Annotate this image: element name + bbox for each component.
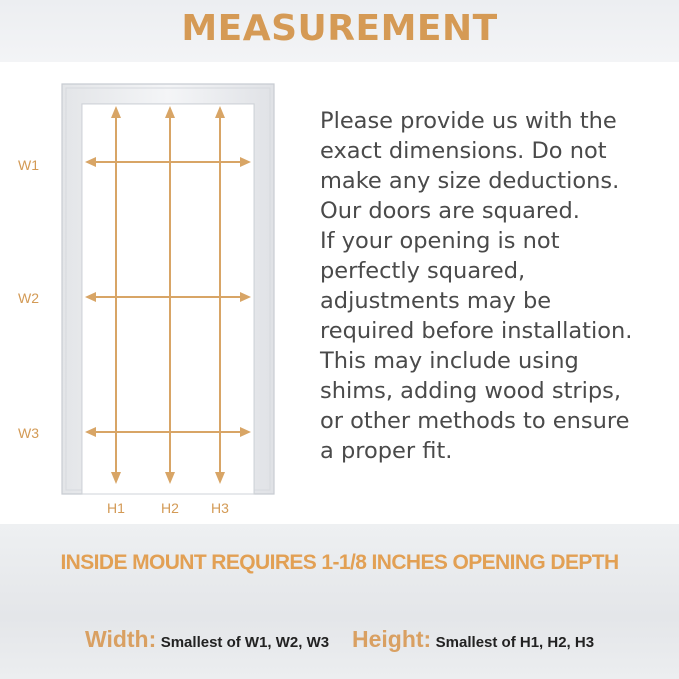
instruction-line: This may include using — [320, 348, 579, 374]
height-rule-key: Height: — [352, 626, 432, 652]
measurement-rules — [0, 622, 679, 660]
width-label-w3: W3 — [18, 425, 39, 441]
height-label-h2: H2 — [161, 500, 179, 516]
instruction-line: required before installation. — [320, 318, 633, 344]
measurement-instructions — [320, 106, 660, 466]
height-label-h3: H3 — [211, 500, 229, 516]
instruction-line: exact dimensions. Do not — [320, 138, 607, 164]
instruction-line: shims, adding wood strips, — [320, 378, 622, 404]
door-measurement-diagram — [0, 62, 300, 524]
page-title: MEASUREMENT — [181, 8, 498, 49]
height-rule-value: Smallest of H1, H2, H3 — [435, 634, 595, 651]
opening-depth-note: INSIDE MOUNT REQUIRES 1-1/8 INCHES OPENING DEPTH — [60, 551, 619, 574]
instruction-line: perfectly squared, — [320, 258, 526, 284]
height-label-h1: H1 — [107, 500, 125, 516]
instruction-line: make any size deductions. — [320, 168, 620, 194]
width-rule-value: Smallest of W1, W2, W3 — [160, 634, 330, 651]
instruction-line: Please provide us with the — [320, 108, 617, 134]
width-label-w2: W2 — [18, 290, 39, 306]
instruction-line: a proper fit. — [320, 438, 453, 464]
instruction-line: or other methods to ensure — [320, 408, 630, 434]
instruction-line: Our doors are squared. — [320, 198, 580, 224]
width-label-w1: W1 — [18, 157, 39, 173]
instruction-line: If your opening is not — [320, 228, 560, 254]
width-rule-key: Width: — [84, 626, 157, 652]
instruction-line: adjustments may be — [320, 288, 552, 314]
